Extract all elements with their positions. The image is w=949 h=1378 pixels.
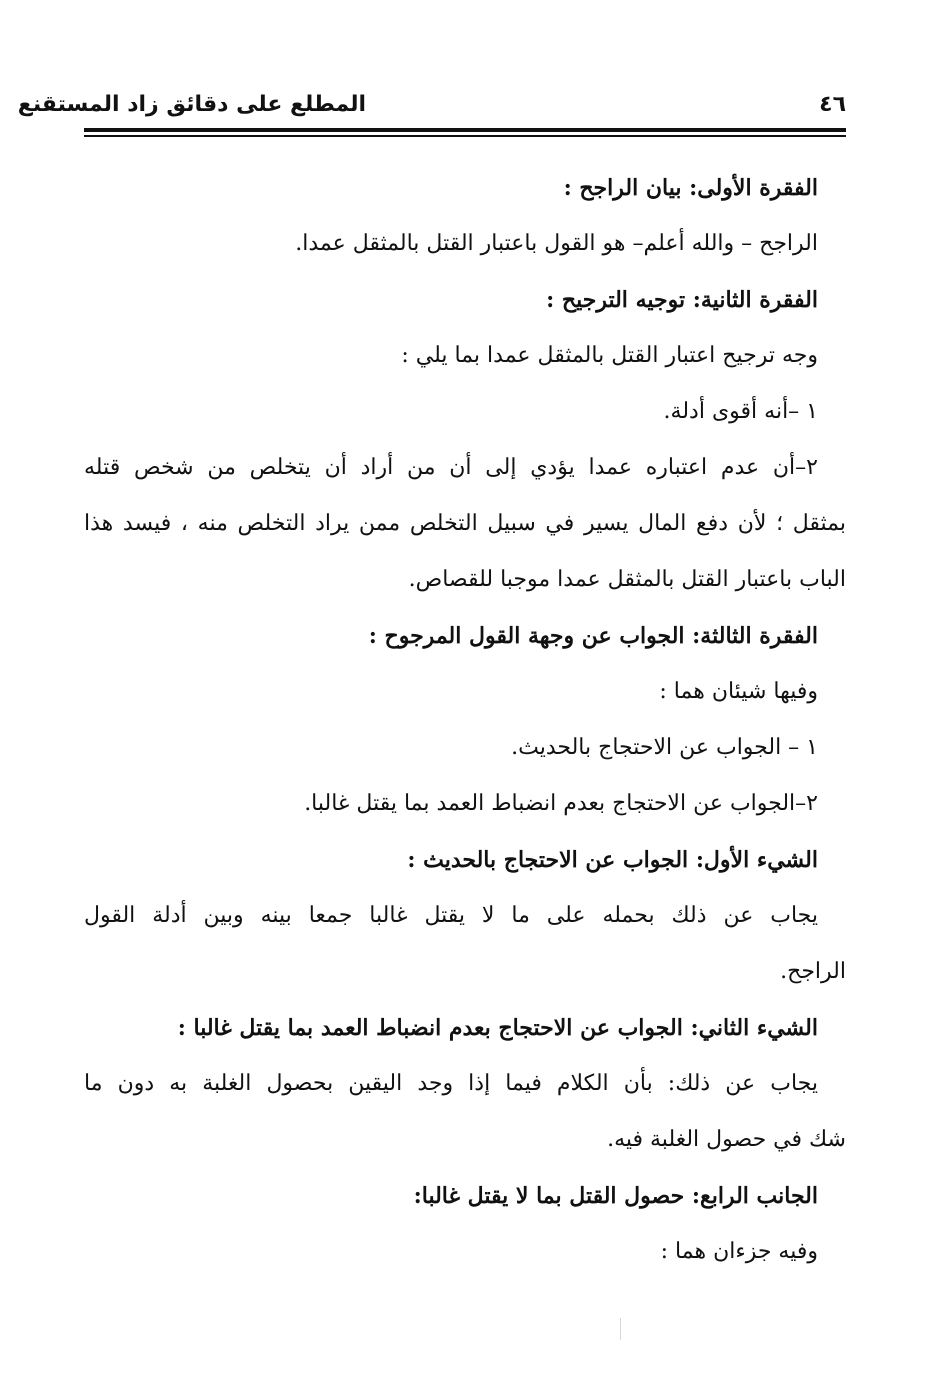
list-item: ١ – الجواب عن الاحتجاج بالحديث. [511, 735, 818, 760]
paragraph-line: بمثقل ؛ لأن دفع المال يسير في سبيل التخلص ممن يراد التخلص منه ، فيسد هذا [84, 511, 846, 536]
page-number: ٤٦ [819, 92, 846, 117]
section-heading: الشيء الثاني: الجواب عن الاحتجاج بعدم انضباط العمد بما يقتل غالبا : [177, 1015, 818, 1041]
section-heading: الفقرة الثالثة: الجواب عن وجهة القول المرجوح : [368, 623, 818, 649]
header-rule-thick [84, 128, 846, 132]
scan-artifact [620, 1318, 621, 1340]
section-heading: الشيء الأول: الجواب عن الاحتجاج بالحديث : [407, 847, 818, 873]
paragraph-line: الراجح. [780, 959, 846, 984]
paragraph-line: وفيها شيئان هما : [659, 679, 818, 704]
list-item: ٢–أن عدم اعتباره عمدا يؤدي إلى أن من أراد أن يتخلص من شخص قتله [84, 455, 818, 480]
list-item: ٢–الجواب عن الاحتجاج بعدم انضباط العمد بما يقتل غالبا. [304, 791, 818, 816]
paragraph-line: يجاب عن ذلك: بأن الكلام فيما إذا وجد اليقين بحصول الغلبة به دون ما [84, 1071, 818, 1096]
header-rule-thin [84, 135, 846, 137]
list-item: ١ –أنه أقوى أدلة. [663, 399, 818, 424]
paragraph-line: يجاب عن ذلك بحمله على ما لا يقتل غالبا جمعا بينه وبين أدلة القول [84, 903, 818, 928]
paragraph-line: شك في حصول الغلبة فيه. [607, 1127, 846, 1152]
paragraph-line: وجه ترجيح اعتبار القتل بالمثقل عمدا بما يلي : [401, 343, 818, 368]
paragraph-line: الراجح – والله أعلم– هو القول باعتبار القتل بالمثقل عمدا. [295, 231, 818, 256]
paragraph-line: وفيه جزءان هما : [660, 1239, 818, 1264]
page-body [84, 160, 846, 1280]
section-heading: الجانب الرابع: حصول القتل بما لا يقتل غالبا: [413, 1183, 818, 1209]
section-heading: الفقرة الثانية: توجيه الترجيح : [546, 287, 818, 313]
book-title: المطلع على دقائق زاد المستقنع [17, 92, 366, 117]
paragraph-line: الباب باعتبار القتل بالمثقل عمدا موجبا للقصاص. [408, 567, 846, 592]
section-heading: الفقرة الأولى: بيان الراجح : [563, 175, 818, 201]
